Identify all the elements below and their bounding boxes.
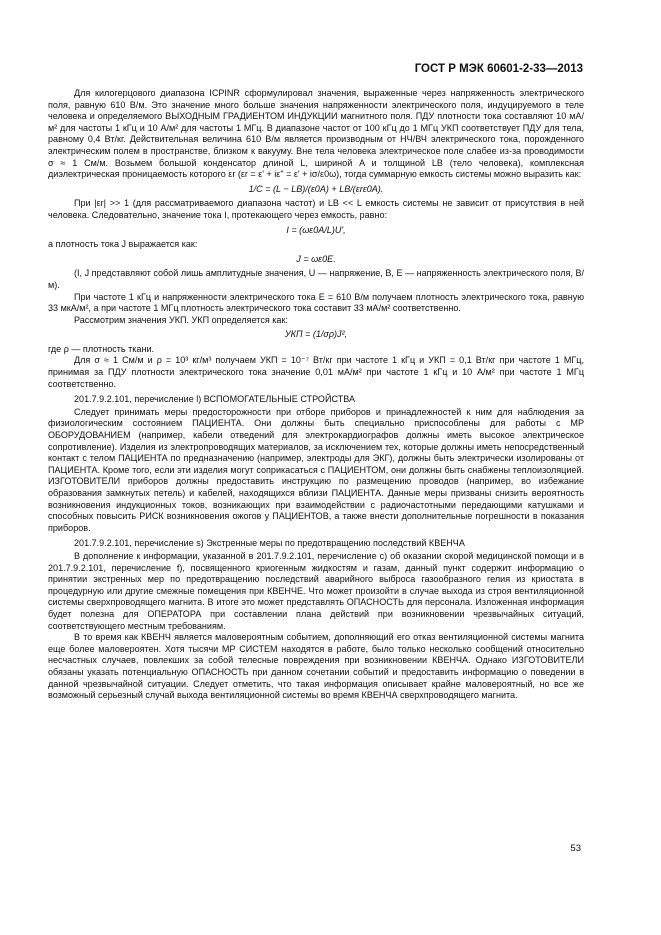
section-heading: 201.7.9.2.101, перечисление s) Экстренные меры по предотвращению последствий КВЕНЧА	[74, 538, 465, 549]
page-number: 53	[570, 843, 581, 854]
document-body	[48, 88, 584, 702]
paragraph: В то время как КВЕНЧ является маловероятным событием, дополняющий его отказ вентиляционной системы магнита еще более маловероятен. Хотя тысячи МР СИСТЕМ находятся в работе, было только несколько сообщений относительно несчастных случаев, повлекших за собой телесные повреждения при возникновении КВЕНЧА. Однако ИЗГОТОВИТЕЛИ обязаны указать потенциальную ОПАСНОСТЬ при данном сочетании событий и предоставить информацию о поведении в данной чрезвычайной ситуации. Следует отметить, что такая информация описывает крайне маловероятный, но все же возможный серьезный случай выхода вентиляционной системы во время КВЕНЧА сверхпроводящего магнита.	[48, 632, 584, 701]
paragraph: Рассмотрим значения УКП. УКП определяется как:	[74, 314, 288, 325]
paragraph: При |εr| >> 1 (для рассматриваемого диапазона частот) и LB << L емкость системы не зависит от присутствия в ней человека. Следовательно, значение тока I, протекающего через емкость, равно:	[48, 198, 584, 220]
paragraph: Следует принимать меры предосторожности при отборе приборов и принадлежностей к ним для наблюдения за физиологическим состоянием ПАЦИЕНТА. Они должны быть специально приспособлены для работы с МР ОБОРУДОВАНИЕМ (например, кабели отведений для электрокардиографов должны иметь высокое электрическое сопротивление). Изделия из электропроводящих материалов, за исключением тех, которые должны иметь непосредственный контакт с телом ПАЦИЕНТА по предназначению (например, электроды для ЭКГ), должны быть электрически изолированы от ПАЦИЕНТА. Кроме того, если эти изделия могут соприкасаться с ПАЦИЕНТОМ, они должны быть снабжены теплоизоляцией. ИЗГОТОВИТЕЛИ приборов должны предоставить инструкцию по размещению проводов (например, во избежание образования замкнутых петель) и кабелей, находящихся вблизи ПАЦИЕНТА. Данные меры призваны снизить вероятность возникновения индукционных токов, возникающих при взаимодействии с радиочастотными передающими катушками и способных повысить РИСК возникновения ожогов у ПАЦИЕНТОВ, а также внести дополнительные погрешности в показания приборов.	[48, 406, 584, 533]
paragraph: В дополнение к информации, указанной в 201.7.9.2.101, перечисление c) об оказании скорой медицинской помощи и в 201.7.9.2.101, перечисление f), посвященного криогенным жидкостям и газам, данный пункт содержит информацию о принятии экстренных мер по предотвращению последствий аварийного выброса газообразного гелия из криостата в процедурную или другие смежные помещения при КВЕНЧЕ. Что может произойти в случае выхода из строя вентиляционной системы сверхпроводящего магнита. В итоге это может представлять ОПАСНОСТЬ для персонала. Изложенная информация будет полезна для ОПЕРАТОРА при составлении плана действий при возникновении чрезвычайных ситуаций, соответствующего местным требованиям.	[48, 550, 584, 631]
formula-current: I = (ωε0A/L)U',	[286, 224, 346, 235]
paragraph: При частоте 1 кГц и напряженности электрического тока E = 610 В/м получаем плотность электрического тока, равную 33 мкА/м², а при частоте 1 МГц плотность электрического тока составит 33 мА/м² соответственно.	[48, 291, 584, 314]
formula-capacitance: 1/C = (L − LB)/(ε0A) + LB/(εrε0A).	[248, 183, 384, 194]
paragraph: (I, J представляют собой лишь амплитудные значения, U — напряжение, В, E — напряженность электрического поля, В/м).	[48, 268, 584, 290]
paragraph: а плотность тока J выражается как:	[48, 239, 198, 250]
paragraph: где ρ — плотность ткани.	[48, 343, 155, 354]
paragraph: Для σ ≈ 1 См/м и ρ = 10³ кг/м³ получаем УКП = 10⁻⁷ Вт/кг при частоте 1 кГц и УКП = 0,1 Вт/кг при частоте 1 МГц, принимая за ПДУ плотности электрического тока значение 0,01 мА/м² при частоте 1 кГц и 10 А/м² при частоте 1 МГц соответственно.	[48, 355, 584, 389]
document-header: ГОСТ Р МЭК 60601-2-33—2013	[414, 63, 583, 75]
paragraph: Для килогерцового диапазона ICPINR сформулировал значения, выраженные через напряженность электрического поля, равную 610 В/м. Это значение много больше значения напряженности электрического поля, индуцируемого в теле человека и определяемого ВЫХОДНЫМ ГРАДИЕНТОМ ИНДУКЦИИ магнитного поля. ПДУ плотности тока составляют 10 мА/м² для частоты 1 кГц и 10 А/м² для частоты 1 МГц. В диапазоне частот от 100 кГц до 1 МГц УКП соответствует ПДУ для тела, равному 0,4 Вт/кг. Действительная величина 610 В/м является производным от НЧ/ВЧ электрического тока, порожденного электрическим полем в пространстве, близком к вакууму. Вне тела человека электрическое поле слабее из-за проводимости σ ≈ 1 См/м. Возьмем большой конденсатор длиной L, шириной A и толщиной LB (тело человека), комплексная диэлектрическая проницаемость которого εr (εr = ε' + iε" = ε' + iσ/ε0ω), тогда суммарную емкость системы можно выразить как:	[48, 88, 584, 180]
section-heading: 201.7.9.2.101, перечисление l) ВСПОМОГАТЕЛЬНЫЕ СТРОЙСТВА	[74, 394, 355, 405]
formula-current-density: J = ωε0E.	[296, 253, 336, 264]
formula-sar: УКП = (1/σρ)J²,	[284, 329, 348, 340]
